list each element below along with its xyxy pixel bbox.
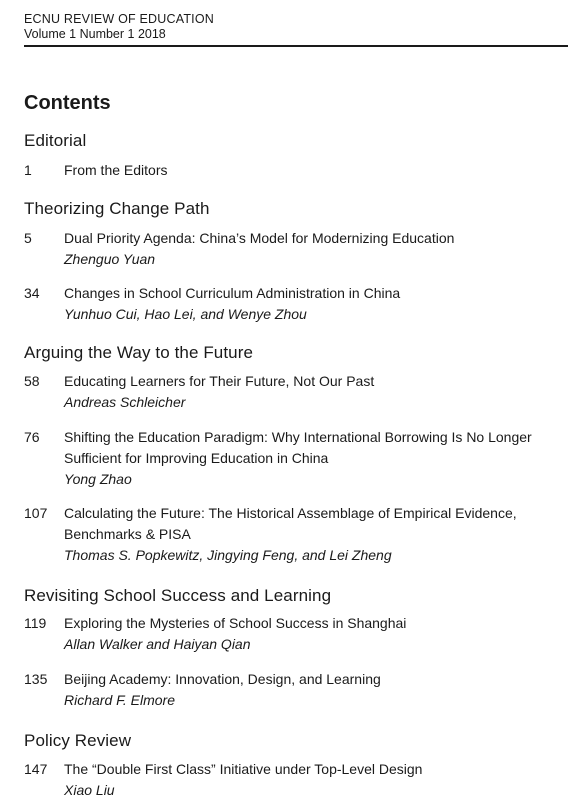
section-title-arguing: Arguing the Way to the Future: [24, 343, 254, 362]
toc-entry[interactable]: [24, 669, 574, 711]
toc-entry[interactable]: [24, 613, 574, 655]
article-title: Beijing Academy: Innovation, Design, and Learning: [64, 671, 381, 687]
page-title: Contents: [24, 92, 111, 114]
header-rule: [24, 45, 568, 47]
toc-entry[interactable]: [24, 503, 574, 566]
article-title: Calculating the Future: The Historical Assemblage of Empirical Evidence,: [64, 505, 517, 521]
section-title-revisiting: Revisiting School Success and Learning: [24, 586, 332, 605]
article-title: Dual Priority Agenda: China’s Model for Modernizing Education: [64, 230, 455, 246]
article-authors: Xiao Liu: [64, 782, 115, 798]
article-authors: Yunhuo Cui, Hao Lei, and Wenye Zhou: [64, 306, 307, 322]
page-number: 147: [24, 761, 48, 777]
section-title-policy-review: Policy Review: [24, 731, 132, 750]
article-title: Exploring the Mysteries of School Success in Shanghai: [64, 615, 407, 631]
section-title-editorial: Editorial: [24, 131, 87, 150]
page-number: 34: [24, 285, 40, 301]
article-authors: Allan Walker and Haiyan Qian: [64, 636, 251, 652]
article-title: From the Editors: [64, 162, 168, 178]
journal-masthead: [24, 12, 214, 42]
page-number: 5: [24, 230, 32, 246]
toc-entry[interactable]: [24, 427, 574, 490]
toc-entry[interactable]: [24, 371, 574, 413]
section-title-theorizing: Theorizing Change Path: [24, 199, 210, 218]
article-title-continued: Sufficient for Improving Education in China: [64, 450, 329, 466]
article-authors: Thomas S. Popkewitz, Jingying Feng, and Lei Zheng: [64, 547, 392, 563]
journal-name: ECNU REVIEW OF EDUCATION: [24, 12, 214, 26]
page-number: 76: [24, 429, 40, 445]
page-number: 119: [24, 615, 47, 631]
article-title: The “Double First Class” Initiative under Top-Level Design: [64, 761, 423, 777]
article-authors: Zhenguo Yuan: [64, 251, 156, 267]
toc-entry[interactable]: [24, 228, 574, 270]
toc-entry[interactable]: [24, 759, 574, 801]
article-authors: Richard F. Elmore: [64, 692, 176, 708]
page-number: 135: [24, 671, 48, 687]
article-title-continued: Benchmarks & PISA: [64, 526, 191, 542]
article-authors: Yong Zhao: [64, 471, 132, 487]
page-number: 58: [24, 373, 40, 389]
page-number: 1: [24, 162, 32, 178]
toc-entry[interactable]: [24, 160, 574, 181]
article-title: Shifting the Education Paradigm: Why International Borrowing Is No Longer: [64, 429, 532, 445]
issue-info: Volume 1 Number 1 2018: [24, 27, 166, 41]
article-title: Changes in School Curriculum Administration in China: [64, 285, 401, 301]
article-authors: Andreas Schleicher: [64, 394, 186, 410]
page-number: 107: [24, 505, 48, 521]
article-title: Educating Learners for Their Future, Not Our Past: [64, 373, 375, 389]
toc-entry[interactable]: [24, 283, 574, 325]
